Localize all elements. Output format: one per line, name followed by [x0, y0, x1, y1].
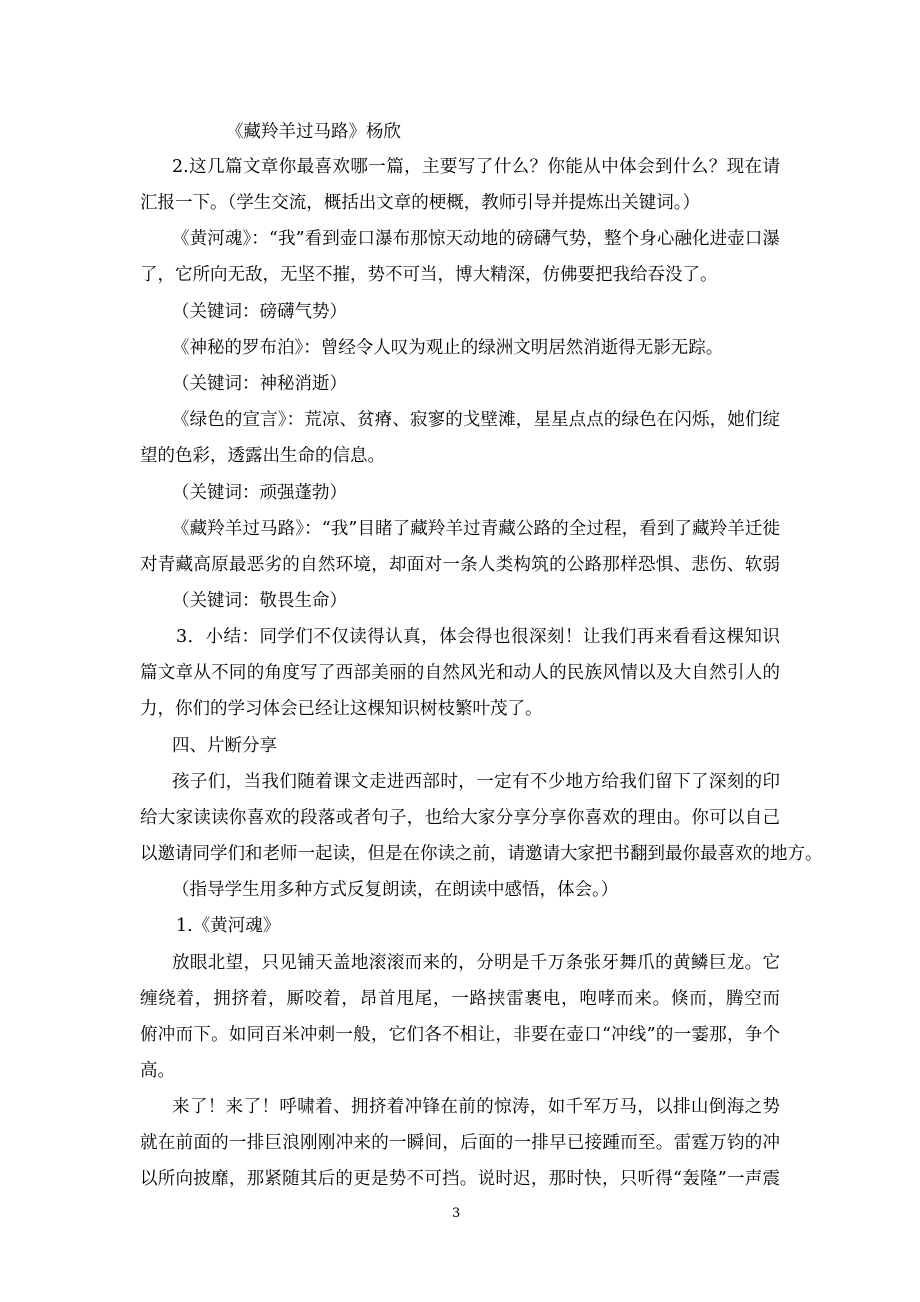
text-line-5: 了，它所向无敌，无坚不摧，势不可当，博大精深，仿佛要把我给吞没了。	[140, 265, 718, 285]
text-line-15: 3．小结：同学们不仅读得认真，体会得也很深刻！让我们再来看看这棵知识	[176, 627, 780, 647]
text-line-21: 以邀请同学们和老师一起读，但是在你读之前，请邀请大家把书翻到最你最喜欢的地方。	[140, 844, 823, 864]
text-line-6: （关键词：磅礴气势）	[172, 302, 347, 322]
text-line-19: 孩子们，当我们随着课文走进西部时，一定有不少地方给我们留下了深刻的印	[172, 772, 780, 792]
text-line-17: 力，你们的学习体会已经让这棵知识树枝繁叶茂了。	[140, 699, 543, 719]
text-line-12: 《藏羚羊过马路》：“我”目睹了藏羚羊过青藏公路的全过程，看到了藏羚羊迁徙	[172, 519, 780, 539]
text-line-13: 对青藏高原最恶劣的自然环境，却面对一条人类构筑的公路那样恐惧、悲伤、软弱	[140, 555, 780, 575]
text-line-26: 俯冲而下。如同百米冲刺一般，它们各不相让，非要在壶口“冲线”的一霎那，争个	[140, 1025, 780, 1045]
text-line-1: 《藏羚羊过马路》杨欣	[226, 122, 401, 142]
text-line-27: 高。	[140, 1061, 175, 1081]
text-line-3: 汇报一下。（学生交流，概括出文章的梗概，教师引导并提炼出关键词。）	[140, 193, 700, 213]
text-line-16: 篇文章从不同的角度写了西部美丽的自然风光和动人的民族风情以及大自然引人的	[140, 663, 780, 683]
page-number: 3	[452, 1206, 461, 1221]
text-line-10: 望的色彩，透露出生命的信息。	[140, 446, 385, 466]
text-line-28: 来了！来了！呼啸着、拥挤着冲锋在前的惊涛，如千军万马，以排山倒海之势	[172, 1097, 780, 1117]
text-line-29: 就在前面的一排巨浪刚刚冲来的一瞬间，后面的一排早已接踵而至。雷霆万钧的冲	[140, 1133, 780, 1153]
text-line-14: （关键词：敬畏生命）	[172, 591, 347, 611]
text-line-2: 2.这几篇文章你最喜欢哪一篇，主要写了什么？你能从中体会到什么？现在请	[172, 157, 780, 177]
text-line-22: （指导学生用多种方式反复朗读，在朗读中感悟，体会。）	[172, 880, 619, 900]
text-line-23: 1.《黄河魂》	[176, 916, 281, 936]
text-line-7: 《神秘的罗布泊》：曾经令人叹为观止的绿洲文明居然消逝得无影无踪。	[172, 338, 724, 358]
text-line-18: 四、片断分享	[172, 736, 277, 756]
text-line-25: 缠绕着，拥挤着，厮咬着，昂首甩尾，一路挟雷裹电，咆哮而来。倏而，腾空而	[140, 989, 780, 1009]
text-line-9: 《绿色的宣言》：荒凉、贫瘠、寂寥的戈壁滩，星星点点的绿色在闪烁，她们绽	[172, 410, 780, 430]
text-line-8: （关键词：神秘消逝）	[172, 374, 347, 394]
text-line-4: 《黄河魂》：“我”看到壶口瀑布那惊天动地的磅礴气势，整个身心融化进壶口瀑	[172, 229, 780, 249]
text-line-11: （关键词：顽强蓬勃）	[172, 483, 347, 503]
text-line-30: 以所向披靡，那紧随其后的更是势不可挡。说时迟，那时快，只听得“轰隆”一声震	[140, 1169, 780, 1189]
text-line-20: 给大家读读你喜欢的段落或者句子，也给大家分享分享你喜欢的理由。你可以自己	[140, 808, 780, 828]
text-line-24: 放眼北望，只见铺天盖地滚滚而来的，分明是千万条张牙舞爪的黄鳞巨龙。它	[172, 953, 780, 973]
